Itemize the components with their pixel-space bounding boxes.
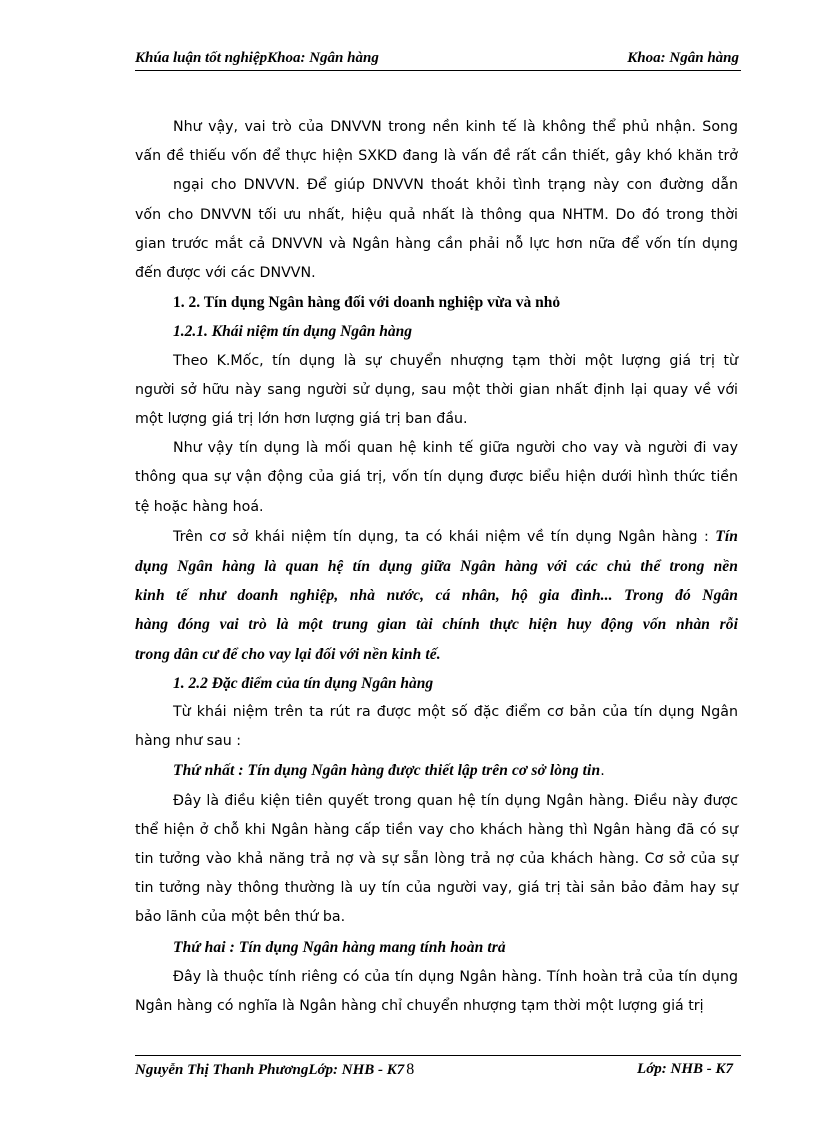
characteristic-heading [135, 756, 738, 786]
characteristic-heading [135, 933, 738, 963]
paragraph-line [135, 522, 738, 552]
paragraph-line: một lượng giá trị lớn hơn lượng giá trị ban đầu. [135, 411, 468, 428]
definition-line: trong dân cư để cho vay lại đối với nền kinh tế. [135, 645, 441, 663]
paragraph-line: Như vậy, vai trò của DNVVN trong nền kinh tế là không thể phủ nhận. Song [173, 119, 738, 135]
characteristic-title: Thứ hai : Tín dụng Ngân hàng mang tính hoàn trả [173, 938, 506, 956]
paragraph-line: đến được với các DNVVN. [135, 265, 316, 282]
header-left: Khúa luận tốt nghiệpKhoa: Ngân hàng [135, 50, 379, 66]
paragraph-line: Như vậy tín dụng là mối quan hệ kinh tế giữa người cho vay và người đi vay [173, 440, 738, 457]
subsection-heading: 1.2.1. Khái niệm tín dụng Ngân hàng [173, 323, 413, 341]
paragraph-line: Từ khái niệm trên ta rút ra được một số đặc điểm cơ bản của tín dụng Ngân [173, 704, 738, 721]
definition-line: hàng đóng vai trò là một trung gian tài chính thực hiện huy động vốn nhàn rỗi [135, 616, 738, 634]
paragraph-line: tệ hoặc hàng hoá. [135, 498, 264, 515]
paragraph-line: thể hiện ở chỗ khi Ngân hàng cấp tiền vay cho khách hàng thì Ngân hàng đã có sự [135, 821, 738, 838]
footer-author-class: Nguyễn Thị Thanh PhươngLớp: NHB - K7 [135, 1062, 405, 1078]
paragraph-line: ngại cho DNVVN. Để giúp DNVVN thoát khỏi tình trạng này con đường dẫn [173, 177, 738, 194]
paragraph-line: người sở hữu này sang người sử dụng, sau một thời gian nhất định lại quay về với [135, 381, 738, 398]
footer-right: Lớp: NHB - K7 [637, 1061, 733, 1077]
paragraph-line: vốn cho DNVVN tối ưu nhất, hiệu quả nhất là thông qua NHTM. Do đó trong thời [135, 206, 738, 223]
header-right: Khoa: Ngân hàng [627, 50, 739, 66]
page-number: 8 [406, 1061, 415, 1078]
paragraph-line: tin tưởng vào khả năng trả nợ và sự sẵn lòng trả nợ của khách hàng. Cơ sở của sự [135, 851, 738, 868]
definition-line: kinh tế như doanh nghiệp, nhà nước, cá nhân, hộ gia đình... Trong đó Ngân [135, 587, 738, 605]
footer-left [135, 1061, 414, 1079]
paragraph-line: tin tưởng này thông thường là uy tín của người vay, giá trị tài sản bảo đảm hay sự [135, 880, 738, 897]
definition-intro: Trên cơ sở khái niệm tín dụng, ta có khái niệm về tín dụng Ngân hàng : [173, 528, 709, 545]
paragraph-line: gian trước mắt cả DNVVN và Ngân hàng cần phải nỗ lực hơn nữa để vốn tín dụng [135, 235, 738, 252]
footer-rule [135, 1055, 741, 1056]
paragraph-line: Đây là điều kiện tiên quyết trong quan hệ tín dụng Ngân hàng. Điều này được [173, 792, 738, 809]
characteristic-period: . [600, 763, 605, 780]
subsection-heading: 1. 2.2 Đặc điểm của tín dụng Ngân hàng [173, 674, 434, 692]
paragraph-line: bảo lãnh của một bên thứ ba. [135, 909, 346, 926]
paragraph-line: Ngân hàng có nghĩa là Ngân hàng chỉ chuyển nhượng tạm thời một lượng giá trị [135, 998, 704, 1015]
characteristic-title: Thứ nhất : Tín dụng Ngân hàng được thiết lập trên cơ sở lòng tin [173, 762, 601, 780]
paragraph-line: vấn đề thiếu vốn để thực hiện SXKD đang là vấn đề rất cần thiết, gây khó khăn trở [135, 148, 738, 165]
definition-line: dụng Ngân hàng là quan hệ tín dụng giữa Ngân hàng với các chủ thể trong nền [135, 558, 738, 576]
paragraph-line: thông qua sự vận động của giá trị, vốn tín dụng được biểu hiện dưới hình thức tiền [135, 469, 738, 486]
paragraph-line: Theo K.Mốc, tín dụng là sự chuyển nhượng tạm thời một lượng giá trị từ [173, 352, 738, 369]
paragraph-line: Đây là thuộc tính riêng có của tín dụng Ngân hàng. Tính hoàn trả của tín dụng [173, 968, 738, 985]
definition-start: Tín [715, 527, 738, 545]
paragraph-line: hàng như sau : [135, 733, 242, 750]
header-rule [135, 70, 741, 71]
document-body [135, 113, 738, 1021]
page-footer [135, 1061, 741, 1081]
section-heading: 1. 2. Tín dụng Ngân hàng đối với doanh nghiệp vừa và nhỏ [173, 294, 561, 312]
page-header [135, 50, 741, 70]
